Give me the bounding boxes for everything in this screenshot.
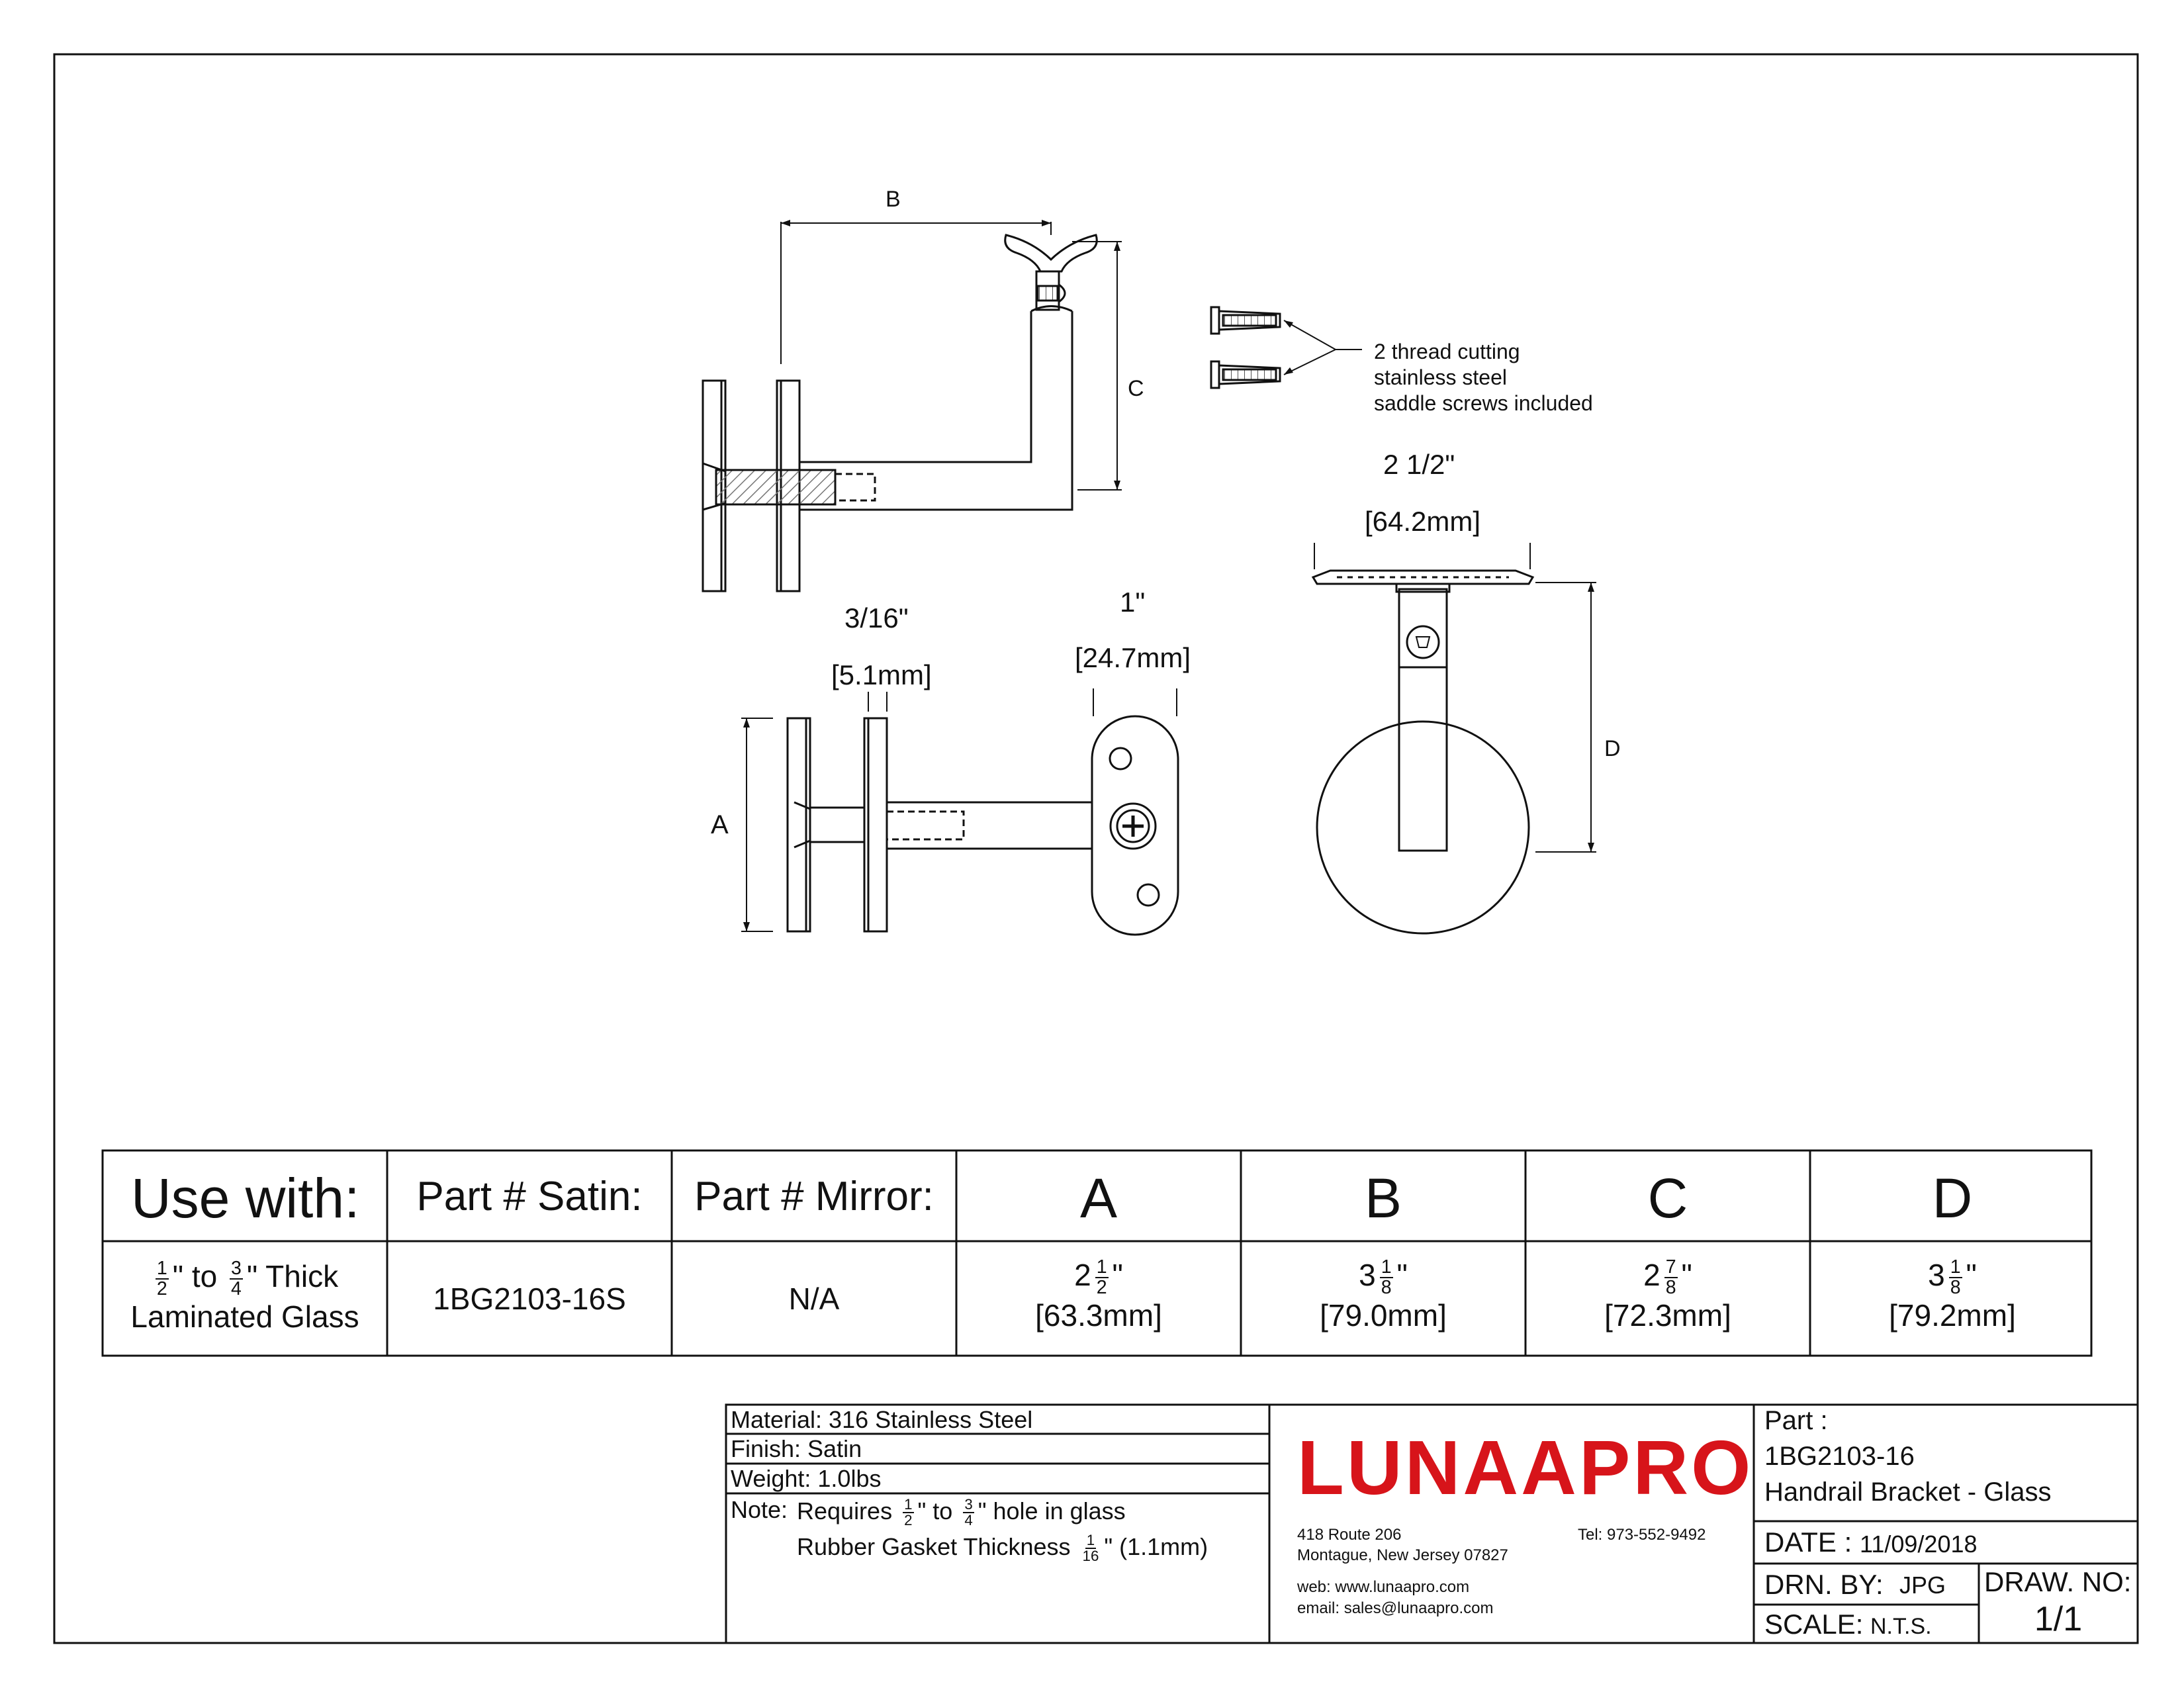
part-number: 1BG2103-16 <box>1764 1442 1915 1471</box>
email: email: sales@lunaapro.com <box>1297 1599 1494 1617</box>
plate-width-metric: [24.7mm] <box>1075 642 1191 673</box>
dimension-label-d: D <box>1604 736 1621 761</box>
draw-number-label: DRAW. NO: <box>1984 1566 2132 1597</box>
telephone: Tel: 973-552-9492 <box>1578 1526 1706 1544</box>
header-b: B <box>1364 1167 1402 1229</box>
cell-b: 3 $\frac{1}{8}$ " [79.0mm] <box>1320 1256 1447 1333</box>
use-with-line-1: $\frac{1}{2}$ " to $\frac{3}{4}$ " Thick <box>156 1258 339 1299</box>
cell-use-with <box>103 1258 387 1335</box>
header-a: A <box>1079 1167 1118 1229</box>
screw-callout-line-3: saddle screws included <box>1374 391 1593 415</box>
note-label: Note: <box>731 1496 788 1523</box>
saddle-width-metric: [64.2mm] <box>1365 506 1481 537</box>
fraction-from: $\frac{1}{2}$ <box>156 1258 167 1299</box>
header-d: D <box>1932 1167 1973 1229</box>
part-name: Handrail Bracket - Glass <box>1764 1477 2052 1507</box>
screw-callout <box>1374 339 1593 416</box>
front-view <box>741 688 1178 935</box>
material-text: Material: 316 Stainless Steel <box>731 1406 1033 1433</box>
saddle-width-imperial: 2 1/2" <box>1383 449 1455 480</box>
note-line-1: Requires $\frac{1}{2}$ " to $\frac{3}{4}$ " hole in glass <box>797 1496 1126 1529</box>
plate-width-imperial: 1" <box>1120 586 1146 618</box>
end-view <box>1313 543 1596 933</box>
finish-text: Finish: Satin <box>731 1435 862 1462</box>
cell-a: 2 $\frac{1}{2}$ " [63.3mm] <box>1035 1256 1162 1333</box>
header-use-with: Use with: <box>131 1167 360 1229</box>
dimension-label-a: A <box>711 810 729 839</box>
screw-callout-line-1: 2 thread cutting <box>1374 340 1520 363</box>
cell-part-satin: 1BG2103-16S <box>433 1282 626 1316</box>
dimension-label-b: B <box>886 187 901 212</box>
cell-d: 3 $\frac{1}{8}$ " [79.2mm] <box>1889 1256 2016 1333</box>
draw-number-value: 1/1 <box>2034 1600 2083 1638</box>
drawn-by-value: JPG <box>1899 1571 1946 1599</box>
saddle-screws <box>1211 307 1362 388</box>
fraction-to: $\frac{3}{4}$ <box>231 1258 242 1299</box>
gasket-metric: [5.1mm] <box>831 659 932 690</box>
scale-label: SCALE: <box>1764 1609 1864 1640</box>
gasket-imperial: 3/16" <box>844 602 909 633</box>
screw-callout-line-2: stainless steel <box>1374 365 1507 389</box>
side-view <box>703 220 1122 591</box>
cell-part-mirror: N/A <box>788 1282 840 1316</box>
header-part-satin: Part # Satin: <box>416 1174 643 1219</box>
weight-text: Weight: 1.0lbs <box>731 1465 882 1492</box>
address-line-2: Montague, New Jersey 07827 <box>1297 1546 1508 1564</box>
company-logo: LUNAAPRO <box>1297 1425 1754 1511</box>
website: web: www.lunaapro.com <box>1297 1578 1470 1596</box>
use-with-line-2: Laminated Glass <box>130 1299 359 1335</box>
date-label: DATE : <box>1764 1526 1852 1558</box>
cell-c: 2 $\frac{7}{8}$ " [72.3mm] <box>1604 1256 1731 1333</box>
dimension-label-c: C <box>1128 376 1144 401</box>
header-c: C <box>1647 1167 1688 1229</box>
scale-value: N.T.S. <box>1870 1614 1932 1639</box>
drawn-by-label: DRN. BY: <box>1764 1569 1884 1600</box>
note-line-2: Rubber Gasket Thickness $\frac{1}{16}$ " (1.1mm) <box>797 1532 1208 1565</box>
address-line-1: 418 Route 206 <box>1297 1526 1402 1544</box>
part-label: Part : <box>1764 1406 1828 1435</box>
date-value: 11/09/2018 <box>1860 1530 1978 1558</box>
header-part-mirror: Part # Mirror: <box>694 1174 934 1219</box>
